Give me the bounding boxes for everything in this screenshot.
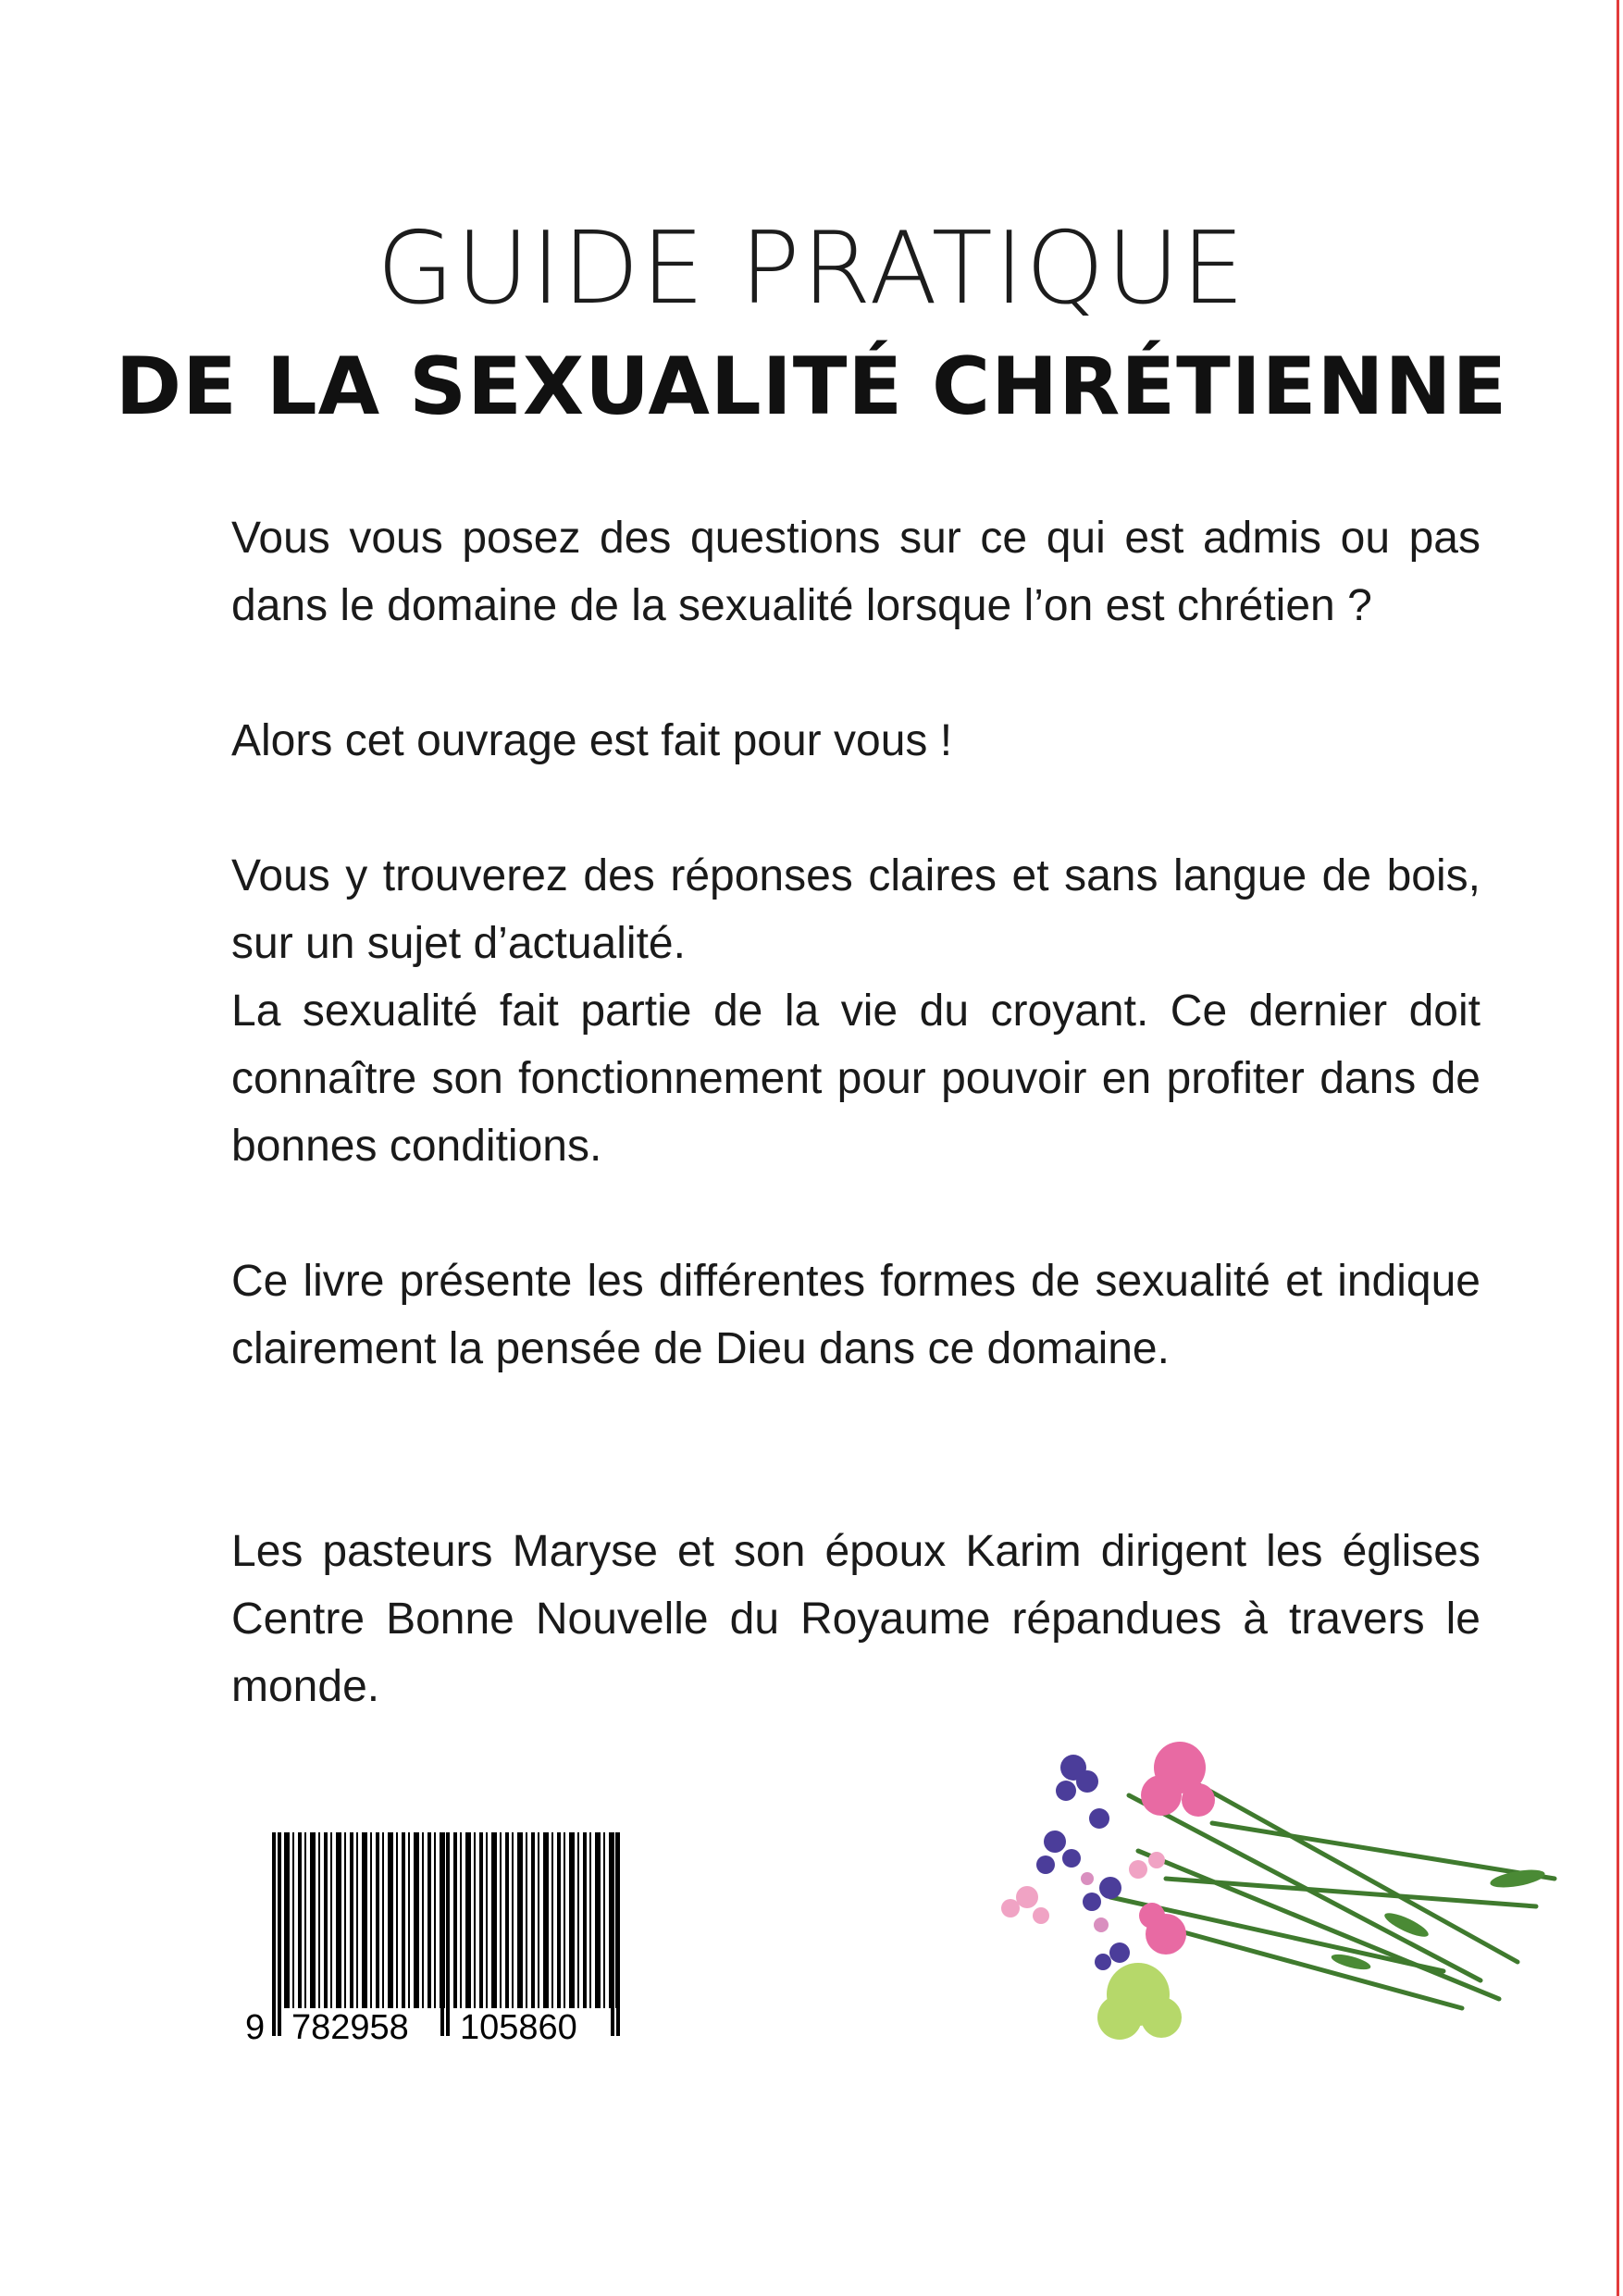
- barcode-digit-first: 9: [242, 2008, 267, 2048]
- barcode-group-left: 782958: [289, 2008, 412, 2048]
- title-line-1: GUIDE PRATIQUE: [377, 211, 1246, 327]
- barcode-group-right: 105860: [457, 2008, 580, 2048]
- paragraph-invitation: Alors cet ouvrage est fait pour vous !: [231, 716, 953, 765]
- paragraph-answers: Vous y trouverez des réponses claires et sans langue de bois, sur un sujet d’actualité.: [231, 851, 1481, 968]
- paragraph-question: Vous vous posez des questions sur ce qui est admis ou pas dans le domaine de la sexualité lorsque l’on est chrétien ?: [231, 514, 1481, 630]
- paragraph-book-content: Ce livre présente les différentes formes de sexualité et indique clairement la pensée de Dieu dans ce domaine.: [231, 1257, 1481, 1373]
- paragraph-believer-life: La sexualité fait partie de la vie du croyant. Ce dernier doit connaître son fonctionnement pour pouvoir en profiter dans de bonnes conditions.: [231, 987, 1481, 1171]
- paragraph-authors: Les pasteurs Maryse et son époux Karim dirigent les églises Centre Bonne Nouvelle du Royaume répandues à travers le monde.: [231, 1527, 1481, 1711]
- isbn-barcode: [242, 1832, 631, 2054]
- title-line-2: DE LA SEXUALITÉ CHRÉTIENNE: [115, 341, 1508, 433]
- back-cover-text: [231, 504, 1481, 1720]
- barcode-bars: [272, 1832, 616, 2008]
- flower-bouquet-image: [999, 1740, 1573, 2073]
